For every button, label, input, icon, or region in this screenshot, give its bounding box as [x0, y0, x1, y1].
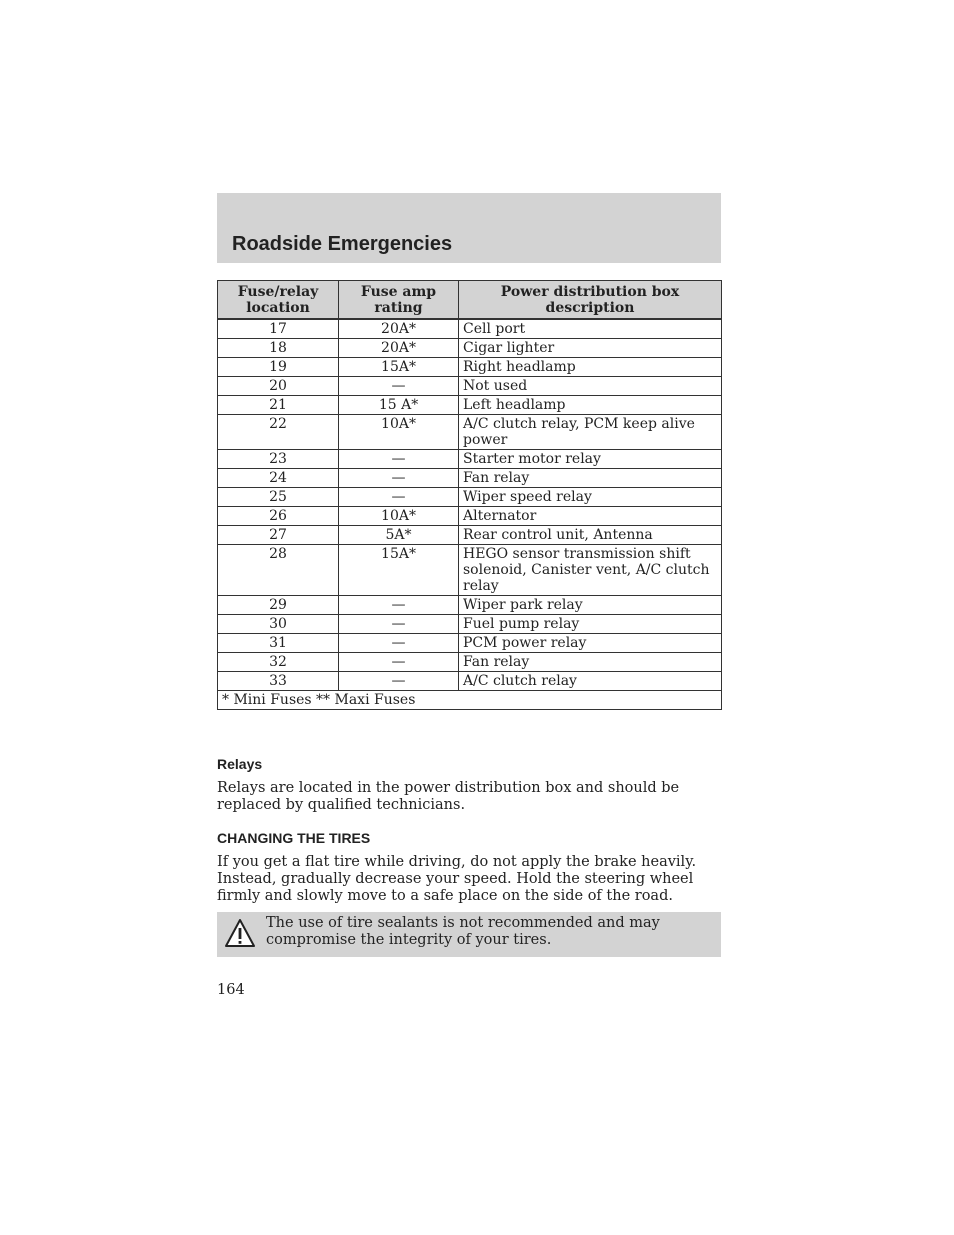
table-row — [218, 415, 722, 450]
relays-paragraph: Relays are located in the power distribution box and should be replaced by qualified technicians. — [217, 780, 680, 813]
table-row — [218, 507, 722, 526]
column-header-description: Power distribution box description — [459, 281, 722, 320]
cell-location: 33 — [218, 672, 339, 691]
cell-rating: 15 A* — [339, 396, 459, 415]
table-row — [218, 469, 722, 488]
cell-description: Alternator — [459, 507, 722, 526]
cell-rating: — — [339, 469, 459, 488]
cell-description: Not used — [459, 377, 722, 396]
cell-location: 20 — [218, 377, 339, 396]
cell-description: Wiper speed relay — [459, 488, 722, 507]
table-row — [218, 450, 722, 469]
cell-description: HEGO sensor transmission shift solenoid, Canister vent, A/C clutch relay — [459, 545, 722, 596]
table-row — [218, 596, 722, 615]
column-header-rating: Fuse amp rating — [339, 281, 459, 320]
cell-description: Starter motor relay — [459, 450, 722, 469]
section-header — [217, 193, 721, 263]
cell-description: Fan relay — [459, 469, 722, 488]
tires-paragraph: If you get a flat tire while driving, do not apply the brake heavily. Instead, gradually decrease your speed. Hold the steering wheel firmly and slowly move to a safe place on the side of the road. — [217, 854, 697, 904]
cell-rating: 5A* — [339, 526, 459, 545]
column-header-location: Fuse/relay location — [218, 281, 339, 320]
table-row — [218, 339, 722, 358]
cell-description: Fan relay — [459, 653, 722, 672]
table-row — [218, 396, 722, 415]
cell-location: 30 — [218, 615, 339, 634]
table-row — [218, 319, 722, 339]
cell-rating: — — [339, 377, 459, 396]
cell-rating: — — [339, 450, 459, 469]
cell-description: A/C clutch relay, PCM keep alive power — [459, 415, 722, 450]
cell-rating: — — [339, 488, 459, 507]
cell-rating: 10A* — [339, 415, 459, 450]
section-title: Roadside Emergencies — [232, 233, 453, 255]
table-row — [218, 634, 722, 653]
table-row — [218, 653, 722, 672]
cell-location: 25 — [218, 488, 339, 507]
cell-description: Wiper park relay — [459, 596, 722, 615]
cell-location: 32 — [218, 653, 339, 672]
cell-location: 17 — [218, 319, 339, 339]
cell-location: 31 — [218, 634, 339, 653]
cell-location: 21 — [218, 396, 339, 415]
cell-rating: — — [339, 672, 459, 691]
tires-heading: CHANGING THE TIRES — [217, 830, 371, 846]
table-header-row — [218, 281, 722, 320]
cell-rating: 15A* — [339, 358, 459, 377]
cell-location: 26 — [218, 507, 339, 526]
cell-description: Right headlamp — [459, 358, 722, 377]
table-footnote: * Mini Fuses ** Maxi Fuses — [218, 691, 722, 710]
cell-location: 29 — [218, 596, 339, 615]
cell-description: A/C clutch relay — [459, 672, 722, 691]
cell-location: 24 — [218, 469, 339, 488]
cell-location: 28 — [218, 545, 339, 596]
table-row — [218, 377, 722, 396]
fuse-table — [217, 280, 722, 710]
relays-heading: Relays — [217, 756, 263, 772]
cell-rating: 10A* — [339, 507, 459, 526]
table-row — [218, 358, 722, 377]
cell-location: 22 — [218, 415, 339, 450]
table-footnote-row — [218, 691, 722, 710]
cell-description: Left headlamp — [459, 396, 722, 415]
cell-description: Cigar lighter — [459, 339, 722, 358]
cell-location: 18 — [218, 339, 339, 358]
cell-description: PCM power relay — [459, 634, 722, 653]
table-row — [218, 615, 722, 634]
cell-rating: 20A* — [339, 319, 459, 339]
cell-rating: — — [339, 634, 459, 653]
cell-location: 23 — [218, 450, 339, 469]
warning-box — [217, 912, 721, 957]
cell-rating: — — [339, 615, 459, 634]
table-row — [218, 526, 722, 545]
table-row — [218, 488, 722, 507]
cell-location: 19 — [218, 358, 339, 377]
warning-triangle-icon — [224, 918, 256, 948]
cell-location: 27 — [218, 526, 339, 545]
table-row — [218, 672, 722, 691]
cell-description: Cell port — [459, 319, 722, 339]
cell-rating: 20A* — [339, 339, 459, 358]
cell-rating: — — [339, 653, 459, 672]
cell-rating: 15A* — [339, 545, 459, 596]
cell-description: Fuel pump relay — [459, 615, 722, 634]
warning-text: The use of tire sealants is not recommended and may compromise the integrity of your tires. — [266, 915, 660, 948]
cell-description: Rear control unit, Antenna — [459, 526, 722, 545]
page-number: 164 — [217, 982, 245, 998]
cell-rating: — — [339, 596, 459, 615]
table-row — [218, 545, 722, 596]
